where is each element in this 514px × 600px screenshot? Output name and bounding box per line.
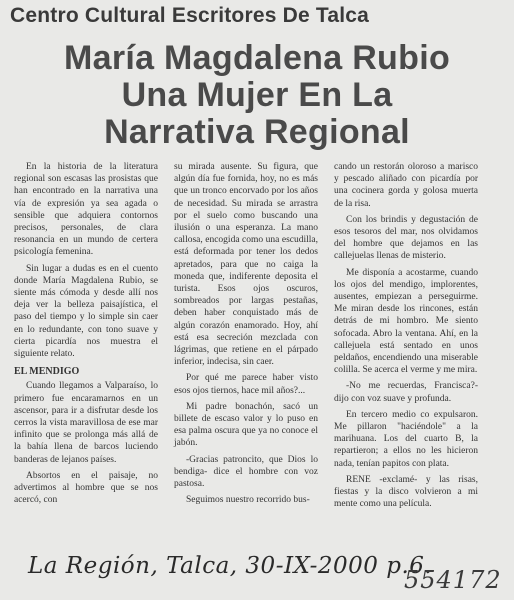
paragraph: En tercero medio co expulsaron. Me pillaron "haciéndole" a la marihuana. Los del cuarto B, la repartieron; a ellos no les hicieron nada, tenían papitos con plata. [334,409,478,469]
paragraph: Con los brindis y degustación de esos tesoros del mar, nos olvidamos del hombre que dejamos en las callejuelas llenas de misterio. [334,214,478,262]
paragraph: Me disponía a acostarme, cuando los ojos del mendigo, implorentes, ausentes, empiezan a perseguirme. Me miran desde los rincones, están detrás de mi hombro. Me siento sofocada. Abro la ventana. Ahí, en la callejuela está sentado en unos peldaños, encendiendo una miserable colilla. Se acerca el verme y me mira. [334,267,478,376]
paragraph: Cuando llegamos a Valparaíso, lo primero fue encaramarnos en un ascensor, para ir a disfrutar desde los cerros la vista maravillosa de ese mar infinito que se prolonga más allá de la bahía llena de barcos luciendo banderas de lejanos países. [14,381,158,465]
title-line-3: Narrativa Regional [104,113,410,151]
paragraph: -No me recuerdas, Francisca?- dijo con voz suave y profunda. [334,381,478,404]
column-3 [334,161,478,510]
section-subheading: EL MENDIGO [14,366,80,378]
publication-header: Centro Cultural Escritores De Talca [10,4,370,27]
paragraph: RENE -exclamé- y las risas, fiestas y la disco volvieron a mi mente como una película. [334,474,478,510]
paragraph: Sin lugar a dudas es en el cuento donde María Magdalena Rubio, se siente más cómoda y desde allí nos deja ver la belleza paisajística, el paso del tiempo y lo simple sin caer en lo redundante, con tono suave y cierta picardía nos muestra el siguiente relato. [14,263,158,360]
title-line-1: María Magdalena Rubio [63,39,451,77]
article-title [0,40,514,151]
paragraph: Por qué me parece haber visto esos ojos tiernos, hace mil años?... [174,373,318,396]
column-1 [14,161,158,506]
paragraph: Absortos en el paisaje, no advertimos al hombre que se nos acercó, con [14,470,158,506]
paragraph: En la historia de la literatura regional son escasas las prosistas que han encontrado en la narrativa una vía de expresión ya sea agada o sensible que adquiera contornos precisos, personales, de clara resonancia en un mundo de certera psicología femenina. [14,162,158,258]
paragraph: Seguimos nuestro recorrido bus- [186,495,310,506]
title-line-2: Una Mujer En La [121,76,393,114]
paragraph: -Gracias patroncito, que Dios lo bendiga- dice el hombre con voz pastosa. [174,454,318,490]
paragraph: cando un restorán oloroso a marisco y pescado aliñado con picardía por una cocinera gorda y golosa muerta de la risa. [334,162,478,209]
handwritten-source-note: La Región, Talca, 30-IX-2000 p.6. [28,553,433,579]
paragraph: Mi padre bonachón, sacó un billete de escaso valor y lo puso en esa palma oscura que ya no conoce el jabón. [174,401,318,449]
paragraph: su mirada ausente. Su figura, que algún día fue fornida, hoy, no es más que un tronco encorvado por los años de necesidad. Su mirada se arrastra por el suelo como buscando una ilusión o una esperanza. La mano callosa, encogida como una escudilla, está deformada por tener los dedos apretados, para que no caiga la moneda que, indiferente deposita el turista. Esos ojos oscuros, sombreados por largas pestañas, deben haber conquistado más de algún corazón enamorado. Hoy, ahí está esa secreción mezclada con lágrimas, que retiene en el párpado inferior, indecisa, sin caer. [174,162,318,368]
column-2 [174,161,318,506]
handwritten-catalog-number: 554172 [404,566,502,594]
